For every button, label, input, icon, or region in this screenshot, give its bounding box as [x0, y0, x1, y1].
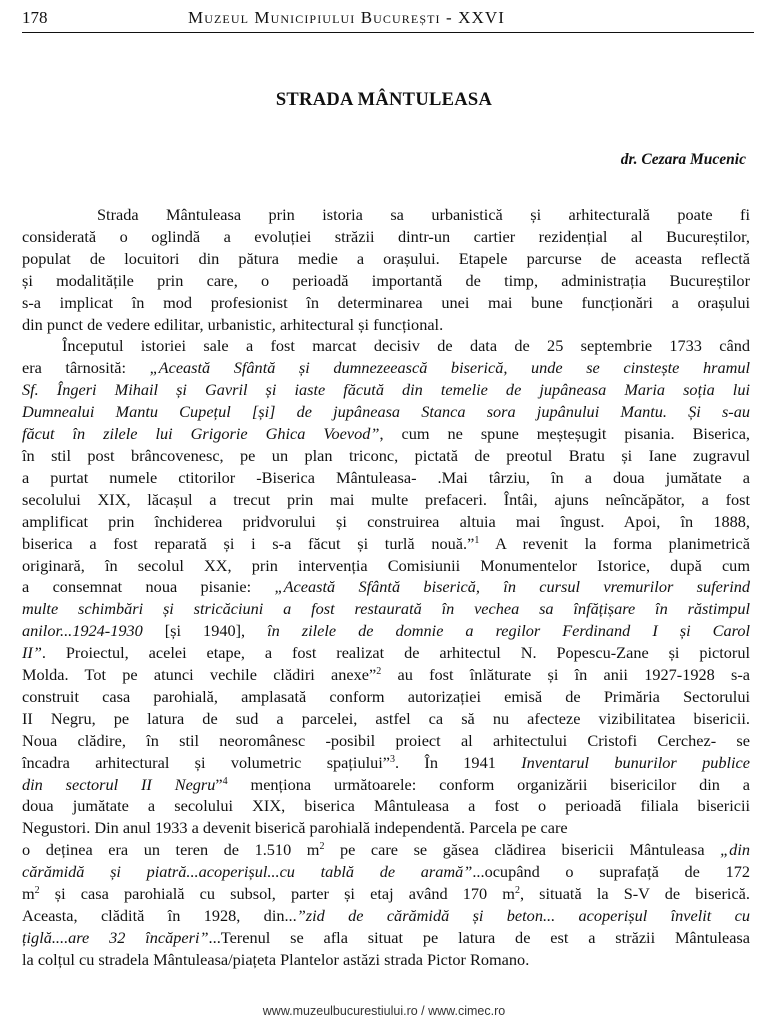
journal-title: Muzeul Municipiului București - XXVI: [188, 8, 505, 27]
article-body: [22, 204, 750, 971]
body-line: originară, în secolul XX, prin intervenția Comisiunii Monumentelor Istorice, după cum: [22, 555, 750, 575]
body-line: Începutul istoriei sale a fost marcat decisiv de data de 25 septembrie 1733 când: [62, 336, 750, 356]
body-line: a purtat numele ctitorilor -Biserica Mântuleasa- .Mai târziu, în a doua jumătate a: [22, 467, 750, 487]
body-line: la colțul cu stradela Mântuleasa/piațeta Plantelor astăzi strada Pictor Romano.: [22, 949, 530, 969]
body-line: din sectorul II Negru”$^4$ menționa următoarele: conform organizării bisericilor din a: [22, 774, 751, 794]
body-line: era târnosită: „Această Sfântă și dumnezeească biserică, unde se cinstește hramul: [22, 358, 751, 378]
body-line: multe schimbări și stricăciuni a fost restaurată în vechea sa înfățișare în răstimpul: [22, 599, 750, 619]
body-line: o deținea era un teren de 1.510 $m^2$ pe care se găsea clădirea bisericii Mântuleasa „din: [22, 840, 750, 860]
body-line: $m^2$ și casa parohială cu subsol, parter și etaj având 170 $m^2$, situată la S-V de biserică.: [22, 884, 750, 904]
body-line: Molda. Tot pe atunci vechile clădiri anexe”$^2$ au fost înlăturate și în anii 1927-1928 s-a: [22, 665, 750, 685]
body-line: II”. Proiectul, acelei etape, a fost realizat de arhitectul N. Popescu-Zane și pictorul: [22, 643, 750, 663]
body-line: Negustori. Din anul 1933 a devenit biserică parohială independentă. Parcela pe care: [22, 818, 568, 838]
body-line: Strada Mântuleasa prin istoria sa urbanistică și arhitecturală poate fi: [97, 205, 750, 224]
body-line: din punct de vedere edilitar, urbanistic, arhitectural și funcțional.: [22, 314, 444, 334]
body-line: făcut în zilele lui Grigorie Ghica Voevod”, cum ne spune meșteșugit pisania. Biserica,: [22, 424, 750, 444]
body-line: Noua clădire, în stil neoromânesc -posibil proiect al arhitectului Cristofi Cerchez- se: [22, 730, 750, 750]
body-line: doua jumătate a secolului XIX, biserica Mântuleasa a fost o perioadă filiala bisericii: [22, 796, 750, 816]
article-title: STRADA MÂNTULEASA: [275, 90, 493, 110]
body-line: a consemnat noua pisanie: „Această Sfântă biserică, în cursul vremurilor suferind: [22, 577, 751, 597]
body-line: II Negru, pe latura de sud a parcelei, astfel ca să nu afecteze vizibilitatea bisericii.: [22, 708, 750, 728]
body-line: în stil post brâncovenesc, pe un plan triconc, pictată de preotul Bratu și Iane zugravul: [22, 445, 750, 465]
body-line: populat de locuitori din pătura medie a orașului. Etapele parcurse de aceasta reflectă: [22, 248, 750, 268]
body-line: Aceasta, clădită în 1928, din...”zid de cărămidă și beton... acoperișul învelit cu: [22, 906, 751, 925]
body-line: considerată o oglindă a evoluției străzii dintr-un cartier rezidențial al Bucureștilor,: [22, 226, 750, 246]
article-author: dr. Cezara Mucenic: [620, 151, 746, 168]
body-line: țiglă....are 32 încăperi”...Terenul se afla situat pe latura de est a străzii Mântuleasa: [22, 927, 750, 947]
body-line: anilor...1924-1930 [și 1940], în zilele de domnie a regilor Ferdinand I și Carol: [22, 621, 750, 641]
body-line: cărămidă și piatră...acoperișul...cu tablă de aramă”...ocupând o suprafață de 172: [22, 862, 750, 882]
body-line: încadra arhitectural și volumetric spațiului”$^3$. În 1941 Inventarul bunurilor publice: [22, 752, 750, 772]
body-line: construit casa parohială, amplasată conform autorizației emisă de Primăria Sectorului: [22, 686, 750, 706]
page-number: 178: [22, 8, 48, 27]
body-line: biserica a fost reparată și i s-a făcut și turlă nouă.”$^1$ A revenit la forma planimetrică: [22, 533, 751, 553]
body-line: Dumnealui Mantu Cupețul [și] de jupâneasa Stanca sora jupânului Mantu. Și s-au: [22, 402, 750, 422]
body-line: și modalitățile prin care, o perioadă importantă de timp, administrația Bucureștilor: [22, 270, 750, 290]
body-line: Sf. Îngeri Mihail și Gavril și iaste făcută din temelie de jupâneasa Maria soția lui: [22, 380, 750, 400]
running-header: [22, 6, 754, 33]
body-line: secolului XIX, lăcașul a trecut prin mai multe prefaceri. Întâi, ajuns neîncăpător, a fost: [22, 489, 750, 509]
body-line: s-a implicat în mod profesionist în determinarea unei mai bune funcționări a orașului: [22, 292, 750, 312]
footer-urls: www.muzeulbucurestiului.ro / www.cimec.ro: [262, 1004, 506, 1018]
body-line: amplificat prin închiderea pridvorului și construirea altuia mai îngust. Apoi, în 1888,: [22, 511, 750, 531]
